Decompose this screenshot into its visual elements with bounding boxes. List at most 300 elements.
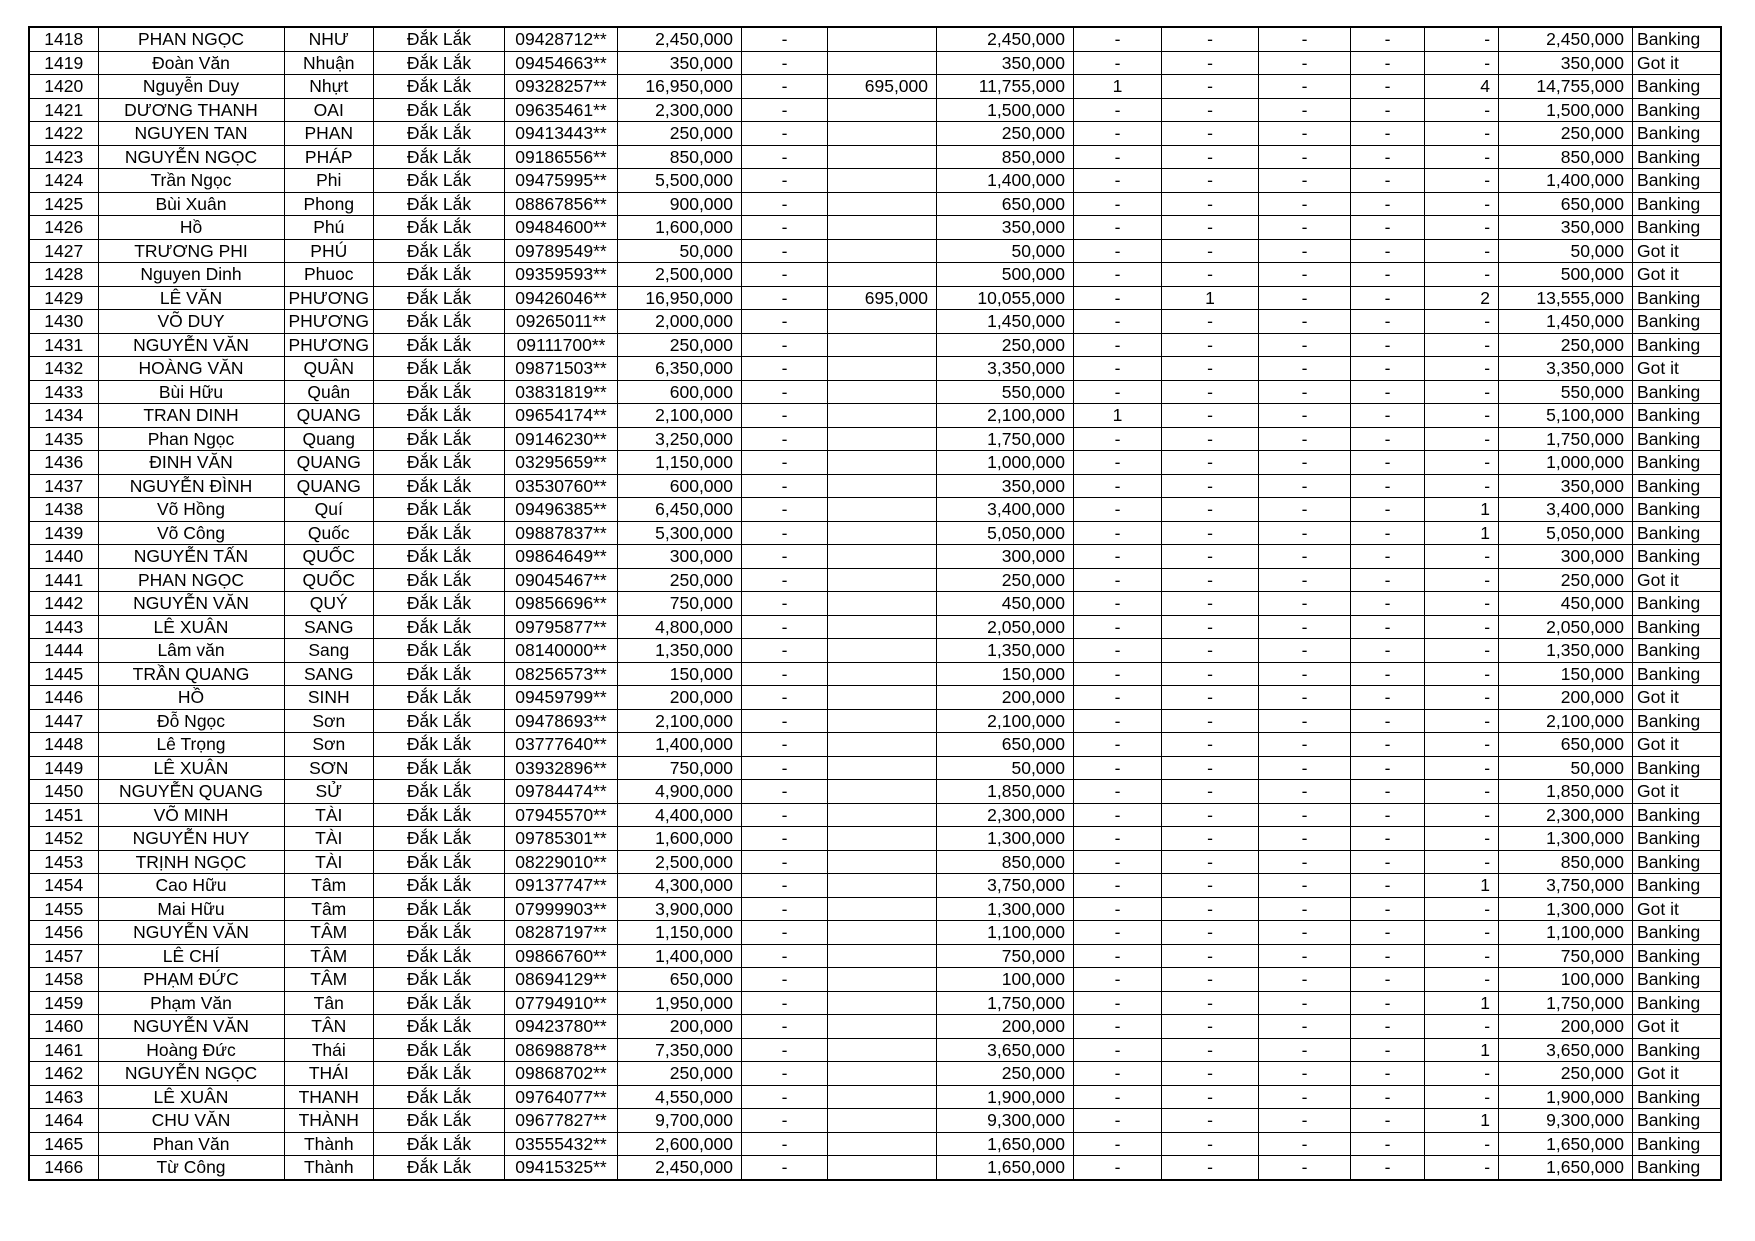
count-d-cell: - (1351, 1156, 1425, 1180)
count-b-cell: - (1162, 145, 1259, 169)
count-a-cell: - (1074, 286, 1162, 310)
amount-final-cell: 2,450,000 (1499, 27, 1633, 51)
row-number-cell: 1462 (29, 1062, 98, 1086)
count-b-cell: - (1162, 1015, 1259, 1039)
first-name-cell: Tân (284, 991, 374, 1015)
province-cell: Đắk Lắk (374, 1109, 505, 1133)
phone-cell: 09866760** (505, 944, 618, 968)
count-a-cell: - (1074, 827, 1162, 851)
count-c-cell: - (1259, 145, 1351, 169)
deduction-cell (828, 1132, 937, 1156)
count-d-cell: - (1351, 1015, 1425, 1039)
count-c-cell: - (1259, 498, 1351, 522)
first-name-cell: Nhuận (284, 51, 374, 75)
phone-cell: 07794910** (505, 991, 618, 1015)
amount-total-cell: 5,500,000 (618, 169, 742, 193)
last-name-cell: Lâm văn (98, 639, 284, 663)
table-row (29, 1156, 1721, 1180)
province-cell: Đắk Lắk (374, 51, 505, 75)
amount-final-cell: 1,900,000 (1499, 1085, 1633, 1109)
province-cell: Đắk Lắk (374, 709, 505, 733)
count-c-cell: - (1259, 333, 1351, 357)
amount-final-cell: 200,000 (1499, 1015, 1633, 1039)
first-name-cell: Tâm (284, 897, 374, 921)
count-e-cell: 1 (1425, 1038, 1499, 1062)
count-e-cell: - (1425, 357, 1499, 381)
count-a-cell: - (1074, 216, 1162, 240)
row-number-cell: 1451 (29, 803, 98, 827)
table-row (29, 850, 1721, 874)
province-cell: Đắk Lắk (374, 686, 505, 710)
dash-col-cell: - (742, 27, 828, 51)
payment-method-cell: Banking (1633, 498, 1721, 522)
amount-paid-cell: 1,350,000 (937, 639, 1074, 663)
phone-cell: 08867856** (505, 192, 618, 216)
count-d-cell: - (1351, 874, 1425, 898)
table-row (29, 639, 1721, 663)
row-number-cell: 1434 (29, 404, 98, 428)
amount-final-cell: 650,000 (1499, 192, 1633, 216)
amount-final-cell: 300,000 (1499, 545, 1633, 569)
count-b-cell: - (1162, 662, 1259, 686)
last-name-cell: Võ Hồng (98, 498, 284, 522)
amount-final-cell: 1,000,000 (1499, 451, 1633, 475)
amount-total-cell: 200,000 (618, 1015, 742, 1039)
phone-cell: 09856696** (505, 592, 618, 616)
payment-method-cell: Banking (1633, 874, 1721, 898)
first-name-cell: SINH (284, 686, 374, 710)
row-number-cell: 1460 (29, 1015, 98, 1039)
row-number-cell: 1466 (29, 1156, 98, 1180)
count-a-cell: - (1074, 239, 1162, 263)
count-d-cell: - (1351, 404, 1425, 428)
amount-total-cell: 2,450,000 (618, 27, 742, 51)
dash-col-cell: - (742, 709, 828, 733)
deduction-cell (828, 27, 937, 51)
count-a-cell: - (1074, 1085, 1162, 1109)
deduction-cell (828, 592, 937, 616)
amount-final-cell: 150,000 (1499, 662, 1633, 686)
phone-cell: 03555432** (505, 1132, 618, 1156)
table-row (29, 827, 1721, 851)
count-c-cell: - (1259, 1062, 1351, 1086)
first-name-cell: OAI (284, 98, 374, 122)
dash-col-cell: - (742, 51, 828, 75)
phone-cell: 09868702** (505, 1062, 618, 1086)
amount-total-cell: 2,100,000 (618, 404, 742, 428)
first-name-cell: TÂM (284, 968, 374, 992)
payment-method-cell: Banking (1633, 451, 1721, 475)
deduction-cell (828, 498, 937, 522)
deduction-cell (828, 827, 937, 851)
count-e-cell: - (1425, 897, 1499, 921)
deduction-cell: 695,000 (828, 75, 937, 99)
count-e-cell: 4 (1425, 75, 1499, 99)
row-number-cell: 1421 (29, 98, 98, 122)
last-name-cell: ĐINH VĂN (98, 451, 284, 475)
count-c-cell: - (1259, 568, 1351, 592)
dash-col-cell: - (742, 850, 828, 874)
province-cell: Đắk Lắk (374, 404, 505, 428)
amount-paid-cell: 1,850,000 (937, 780, 1074, 804)
row-number-cell: 1458 (29, 968, 98, 992)
amount-paid-cell: 1,000,000 (937, 451, 1074, 475)
province-cell: Đắk Lắk (374, 756, 505, 780)
last-name-cell: NGUYỄN NGỌC (98, 145, 284, 169)
count-b-cell: - (1162, 404, 1259, 428)
phone-cell: 09415325** (505, 1156, 618, 1180)
last-name-cell: Võ Công (98, 521, 284, 545)
count-a-cell: - (1074, 803, 1162, 827)
dash-col-cell: - (742, 686, 828, 710)
row-number-cell: 1431 (29, 333, 98, 357)
count-c-cell: - (1259, 521, 1351, 545)
dash-col-cell: - (742, 592, 828, 616)
dash-col-cell: - (742, 216, 828, 240)
first-name-cell: PHƯƠNG (284, 333, 374, 357)
province-cell: Đắk Lắk (374, 897, 505, 921)
last-name-cell: TRỊNH NGỌC (98, 850, 284, 874)
count-a-cell: - (1074, 944, 1162, 968)
table-row (29, 1038, 1721, 1062)
amount-total-cell: 50,000 (618, 239, 742, 263)
row-number-cell: 1429 (29, 286, 98, 310)
table-row (29, 803, 1721, 827)
payment-method-cell: Banking (1633, 827, 1721, 851)
payment-method-cell: Got it (1633, 263, 1721, 287)
count-c-cell: - (1259, 286, 1351, 310)
count-d-cell: - (1351, 474, 1425, 498)
row-number-cell: 1446 (29, 686, 98, 710)
last-name-cell: HOÀNG VĂN (98, 357, 284, 381)
count-e-cell: - (1425, 639, 1499, 663)
dash-col-cell: - (742, 1038, 828, 1062)
deduction-cell (828, 686, 937, 710)
payment-method-cell: Got it (1633, 686, 1721, 710)
count-c-cell: - (1259, 921, 1351, 945)
amount-total-cell: 2,300,000 (618, 98, 742, 122)
amount-total-cell: 4,800,000 (618, 615, 742, 639)
count-d-cell: - (1351, 1062, 1425, 1086)
count-b-cell: 1 (1162, 286, 1259, 310)
amount-final-cell: 1,850,000 (1499, 780, 1633, 804)
dash-col-cell: - (742, 662, 828, 686)
amount-total-cell: 9,700,000 (618, 1109, 742, 1133)
count-e-cell: - (1425, 51, 1499, 75)
amount-paid-cell: 1,450,000 (937, 310, 1074, 334)
dash-col-cell: - (742, 568, 828, 592)
amount-total-cell: 3,900,000 (618, 897, 742, 921)
province-cell: Đắk Lắk (374, 98, 505, 122)
amount-total-cell: 250,000 (618, 1062, 742, 1086)
deduction-cell (828, 733, 937, 757)
dash-col-cell: - (742, 333, 828, 357)
last-name-cell: CHU VĂN (98, 1109, 284, 1133)
amount-paid-cell: 3,750,000 (937, 874, 1074, 898)
first-name-cell: TÂM (284, 944, 374, 968)
payment-method-cell: Banking (1633, 427, 1721, 451)
amount-total-cell: 1,350,000 (618, 639, 742, 663)
table-row (29, 122, 1721, 146)
table-row (29, 709, 1721, 733)
count-e-cell: - (1425, 850, 1499, 874)
table-row (29, 1015, 1721, 1039)
amount-total-cell: 650,000 (618, 968, 742, 992)
amount-paid-cell: 3,650,000 (937, 1038, 1074, 1062)
province-cell: Đắk Lắk (374, 263, 505, 287)
payment-method-cell: Got it (1633, 733, 1721, 757)
table-row (29, 662, 1721, 686)
count-a-cell: - (1074, 897, 1162, 921)
province-cell: Đắk Lắk (374, 944, 505, 968)
phone-cell: 08229010** (505, 850, 618, 874)
row-number-cell: 1450 (29, 780, 98, 804)
province-cell: Đắk Lắk (374, 239, 505, 263)
count-c-cell: - (1259, 1015, 1351, 1039)
amount-paid-cell: 250,000 (937, 1062, 1074, 1086)
last-name-cell: NGUYỄN TẤN (98, 545, 284, 569)
province-cell: Đắk Lắk (374, 874, 505, 898)
amount-total-cell: 1,600,000 (618, 827, 742, 851)
table-row (29, 1062, 1721, 1086)
province-cell: Đắk Lắk (374, 451, 505, 475)
phone-cell: 09864649** (505, 545, 618, 569)
count-b-cell: - (1162, 75, 1259, 99)
amount-paid-cell: 250,000 (937, 333, 1074, 357)
row-number-cell: 1427 (29, 239, 98, 263)
count-d-cell: - (1351, 827, 1425, 851)
count-b-cell: - (1162, 686, 1259, 710)
phone-cell: 09635461** (505, 98, 618, 122)
count-d-cell: - (1351, 145, 1425, 169)
deduction-cell (828, 850, 937, 874)
count-d-cell: - (1351, 944, 1425, 968)
count-b-cell: - (1162, 474, 1259, 498)
count-a-cell: - (1074, 1038, 1162, 1062)
province-cell: Đắk Lắk (374, 1156, 505, 1180)
phone-cell: 09454663** (505, 51, 618, 75)
payment-method-cell: Got it (1633, 780, 1721, 804)
dash-col-cell: - (742, 1062, 828, 1086)
count-d-cell: - (1351, 780, 1425, 804)
first-name-cell: THANH (284, 1085, 374, 1109)
province-cell: Đắk Lắk (374, 122, 505, 146)
deduction-cell (828, 380, 937, 404)
count-a-cell: - (1074, 1156, 1162, 1180)
count-b-cell: - (1162, 592, 1259, 616)
amount-total-cell: 16,950,000 (618, 286, 742, 310)
amount-paid-cell: 10,055,000 (937, 286, 1074, 310)
count-e-cell: - (1425, 1132, 1499, 1156)
count-c-cell: - (1259, 686, 1351, 710)
dash-col-cell: - (742, 1085, 828, 1109)
last-name-cell: LÊ CHÍ (98, 944, 284, 968)
phone-cell: 08287197** (505, 921, 618, 945)
count-d-cell: - (1351, 380, 1425, 404)
count-c-cell: - (1259, 944, 1351, 968)
last-name-cell: PHAN NGỌC (98, 568, 284, 592)
province-cell: Đắk Lắk (374, 1062, 505, 1086)
last-name-cell: VÕ MINH (98, 803, 284, 827)
count-a-cell: - (1074, 474, 1162, 498)
table-row (29, 991, 1721, 1015)
data-table (28, 26, 1722, 1181)
payment-method-cell: Got it (1633, 51, 1721, 75)
amount-paid-cell: 200,000 (937, 1015, 1074, 1039)
row-number-cell: 1441 (29, 568, 98, 592)
payment-method-cell: Banking (1633, 216, 1721, 240)
table-row (29, 592, 1721, 616)
deduction-cell: 695,000 (828, 286, 937, 310)
dash-col-cell: - (742, 98, 828, 122)
amount-final-cell: 100,000 (1499, 968, 1633, 992)
last-name-cell: NGUYỄN HUY (98, 827, 284, 851)
count-e-cell: - (1425, 1085, 1499, 1109)
row-number-cell: 1432 (29, 357, 98, 381)
row-number-cell: 1461 (29, 1038, 98, 1062)
count-a-cell: - (1074, 733, 1162, 757)
dash-col-cell: - (742, 404, 828, 428)
count-c-cell: - (1259, 357, 1351, 381)
deduction-cell (828, 1015, 937, 1039)
count-c-cell: - (1259, 451, 1351, 475)
deduction-cell (828, 709, 937, 733)
first-name-cell: TÂM (284, 921, 374, 945)
province-cell: Đắk Lắk (374, 1015, 505, 1039)
count-a-cell: - (1074, 874, 1162, 898)
province-cell: Đắk Lắk (374, 545, 505, 569)
deduction-cell (828, 1038, 937, 1062)
count-a-cell: - (1074, 1109, 1162, 1133)
payment-method-cell: Banking (1633, 1109, 1721, 1133)
count-c-cell: - (1259, 615, 1351, 639)
amount-total-cell: 250,000 (618, 568, 742, 592)
count-b-cell: - (1162, 639, 1259, 663)
amount-paid-cell: 1,300,000 (937, 827, 1074, 851)
first-name-cell: PHÚ (284, 239, 374, 263)
first-name-cell: QUANG (284, 451, 374, 475)
last-name-cell: LÊ VĂN (98, 286, 284, 310)
amount-final-cell: 1,300,000 (1499, 897, 1633, 921)
dash-col-cell: - (742, 780, 828, 804)
amount-final-cell: 450,000 (1499, 592, 1633, 616)
first-name-cell: Thái (284, 1038, 374, 1062)
row-number-cell: 1465 (29, 1132, 98, 1156)
count-a-cell: - (1074, 192, 1162, 216)
table-row (29, 404, 1721, 428)
dash-col-cell: - (742, 169, 828, 193)
count-c-cell: - (1259, 1038, 1351, 1062)
dash-col-cell: - (742, 897, 828, 921)
deduction-cell (828, 51, 937, 75)
count-c-cell: - (1259, 756, 1351, 780)
table-row (29, 686, 1721, 710)
phone-cell: 09459799** (505, 686, 618, 710)
count-e-cell: - (1425, 592, 1499, 616)
row-number-cell: 1445 (29, 662, 98, 686)
last-name-cell: LÊ XUÂN (98, 615, 284, 639)
first-name-cell: Sang (284, 639, 374, 663)
row-number-cell: 1452 (29, 827, 98, 851)
payment-method-cell: Banking (1633, 545, 1721, 569)
phone-cell: 09496385** (505, 498, 618, 522)
amount-final-cell: 250,000 (1499, 1062, 1633, 1086)
count-e-cell: - (1425, 216, 1499, 240)
province-cell: Đắk Lắk (374, 827, 505, 851)
phone-cell: 09654174** (505, 404, 618, 428)
amount-paid-cell: 750,000 (937, 944, 1074, 968)
dash-col-cell: - (742, 498, 828, 522)
count-a-cell: - (1074, 1132, 1162, 1156)
amount-paid-cell: 300,000 (937, 545, 1074, 569)
deduction-cell (828, 310, 937, 334)
last-name-cell: NGUYỄN VĂN (98, 921, 284, 945)
last-name-cell: Phan Ngọc (98, 427, 284, 451)
row-number-cell: 1418 (29, 27, 98, 51)
count-a-cell: - (1074, 1015, 1162, 1039)
dash-col-cell: - (742, 733, 828, 757)
count-b-cell: - (1162, 968, 1259, 992)
first-name-cell: Quí (284, 498, 374, 522)
count-c-cell: - (1259, 803, 1351, 827)
count-e-cell: - (1425, 1156, 1499, 1180)
count-d-cell: - (1351, 1109, 1425, 1133)
count-c-cell: - (1259, 897, 1351, 921)
last-name-cell: Nguyễn Duy (98, 75, 284, 99)
count-b-cell: - (1162, 1085, 1259, 1109)
count-b-cell: - (1162, 98, 1259, 122)
count-b-cell: - (1162, 709, 1259, 733)
last-name-cell: HỒ (98, 686, 284, 710)
first-name-cell: Quân (284, 380, 374, 404)
count-a-cell: - (1074, 51, 1162, 75)
count-d-cell: - (1351, 216, 1425, 240)
count-b-cell: - (1162, 380, 1259, 404)
first-name-cell: QUÂN (284, 357, 374, 381)
province-cell: Đắk Lắk (374, 145, 505, 169)
amount-paid-cell: 11,755,000 (937, 75, 1074, 99)
amount-total-cell: 900,000 (618, 192, 742, 216)
table-row (29, 169, 1721, 193)
amount-final-cell: 5,050,000 (1499, 521, 1633, 545)
table-row (29, 98, 1721, 122)
table-row (29, 756, 1721, 780)
row-number-cell: 1459 (29, 991, 98, 1015)
amount-final-cell: 500,000 (1499, 263, 1633, 287)
amount-final-cell: 2,050,000 (1499, 615, 1633, 639)
table-row (29, 145, 1721, 169)
province-cell: Đắk Lắk (374, 803, 505, 827)
count-a-cell: - (1074, 780, 1162, 804)
phone-cell: 09478693** (505, 709, 618, 733)
province-cell: Đắk Lắk (374, 169, 505, 193)
count-a-cell: - (1074, 27, 1162, 51)
amount-paid-cell: 2,100,000 (937, 709, 1074, 733)
row-number-cell: 1420 (29, 75, 98, 99)
payment-method-cell: Got it (1633, 568, 1721, 592)
payment-method-cell: Banking (1633, 1085, 1721, 1109)
amount-paid-cell: 50,000 (937, 756, 1074, 780)
payment-method-cell: Banking (1633, 662, 1721, 686)
payment-method-cell: Banking (1633, 944, 1721, 968)
payment-method-cell: Banking (1633, 380, 1721, 404)
amount-final-cell: 1,350,000 (1499, 639, 1633, 663)
phone-cell: 08256573** (505, 662, 618, 686)
amount-total-cell: 1,600,000 (618, 216, 742, 240)
table-row (29, 1132, 1721, 1156)
amount-paid-cell: 350,000 (937, 51, 1074, 75)
count-a-cell: - (1074, 333, 1162, 357)
